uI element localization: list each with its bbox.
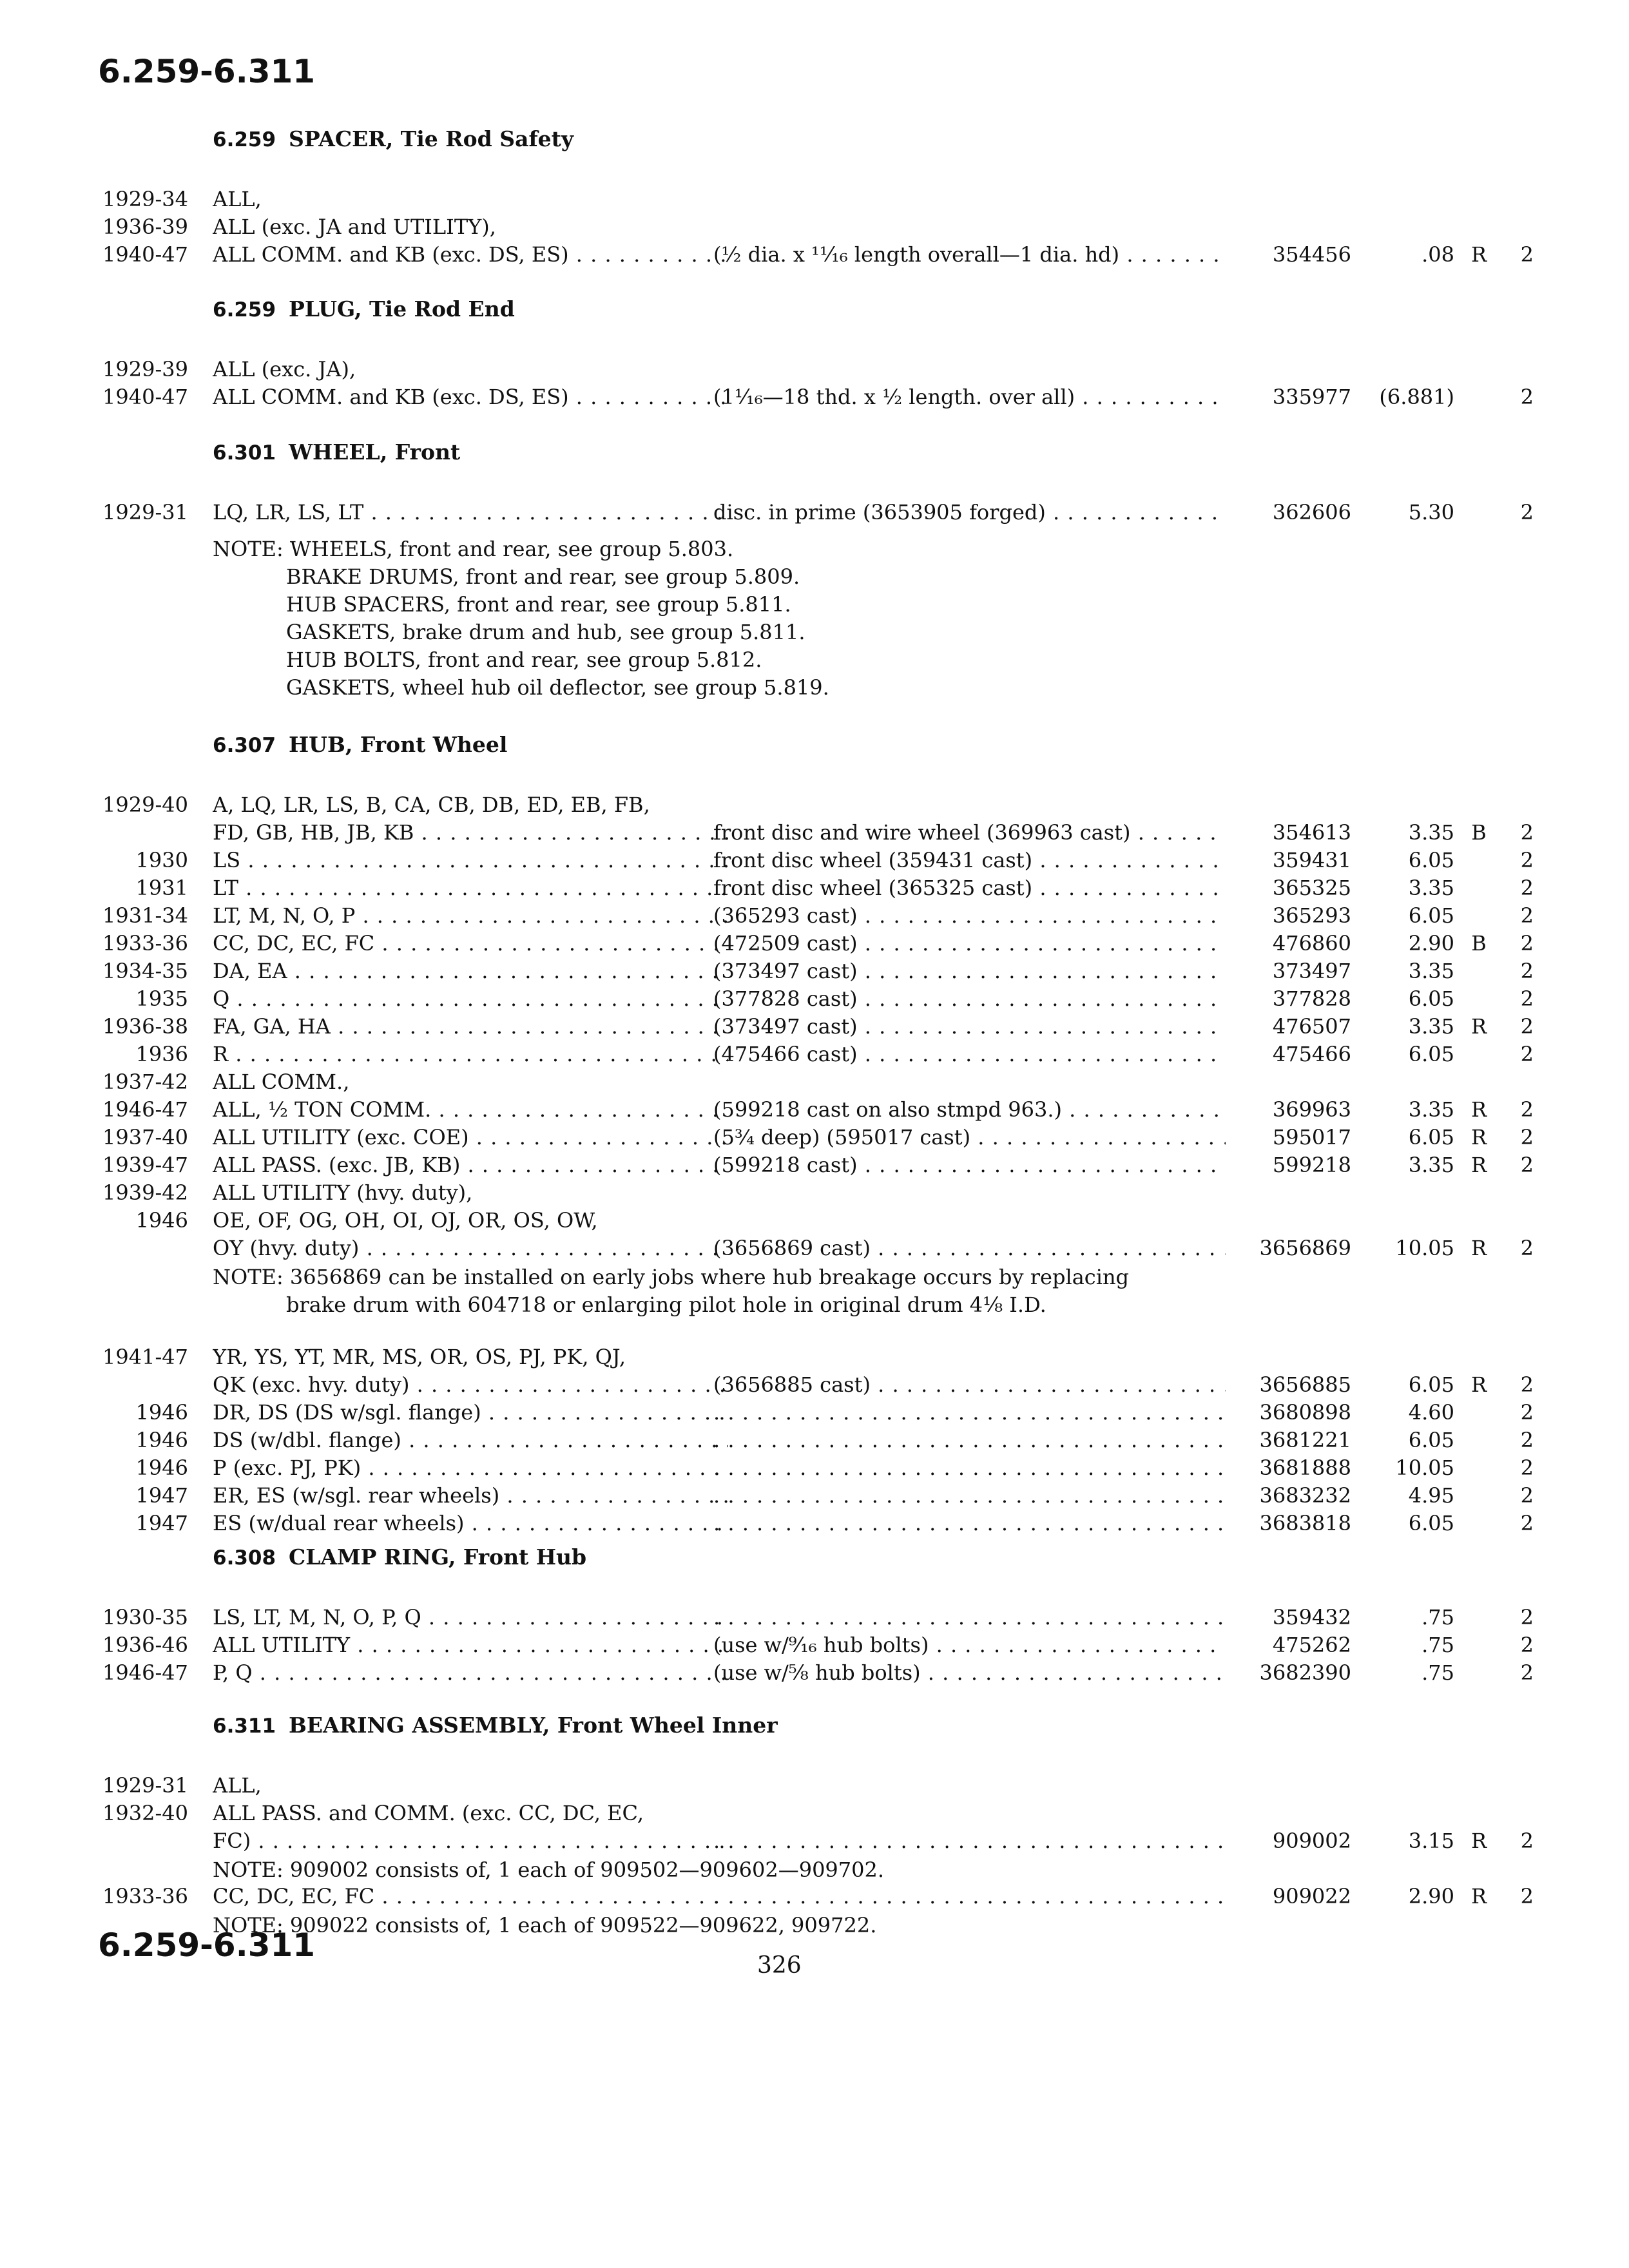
part-number-cell: 362606 bbox=[1272, 500, 1351, 524]
section-number: 6.259 bbox=[213, 128, 276, 151]
quantity-cell: 2 bbox=[1520, 1633, 1534, 1657]
model-cell: DS (w/dbl. flange) . . . bbox=[213, 1428, 728, 1452]
model-cell: LT, M, N, O, P . . . bbox=[213, 903, 728, 928]
code-cell: R bbox=[1470, 1153, 1487, 1177]
note-line: brake drum with 604718 or enlarging pilot hole in original drum 4⅛ I.D. bbox=[286, 1293, 1046, 1317]
quantity-cell: 2 bbox=[1520, 959, 1534, 983]
table-row bbox=[98, 1345, 1541, 1372]
code-cell: R bbox=[1470, 1829, 1487, 1853]
model-cell: ALL PASS. (exc. JB, KB) . . . bbox=[213, 1153, 728, 1177]
price-cell: 4.60 bbox=[1408, 1400, 1454, 1425]
table-row bbox=[98, 1097, 1541, 1125]
part-number-cell: 369963 bbox=[1272, 1097, 1351, 1122]
description-cell bbox=[713, 1483, 1226, 1508]
code-cell: B bbox=[1471, 820, 1487, 845]
price-cell: 3.35 bbox=[1408, 820, 1454, 845]
model-cell: OY (hvy. duty) . . . bbox=[213, 1236, 728, 1260]
code-cell: R bbox=[1470, 1097, 1487, 1122]
model-cell: ALL COMM. and KB (exc. DS, ES) . . . bbox=[213, 242, 728, 267]
price-cell: 3.35 bbox=[1408, 1153, 1454, 1177]
description-cell: front disc wheel (359431 cast) . . . bbox=[713, 848, 1226, 872]
part-number-cell: 475466 bbox=[1272, 1042, 1351, 1066]
price-cell: 3.35 bbox=[1408, 1014, 1454, 1039]
quantity-cell: 2 bbox=[1520, 931, 1534, 956]
description-cell bbox=[713, 1456, 1226, 1480]
section-plug-tie-rod bbox=[98, 296, 1541, 412]
quantity-cell: 2 bbox=[1520, 1483, 1534, 1508]
description-cell: (use w/⅝ hub bolts) . . . bbox=[713, 1660, 1226, 1685]
note-line: GASKETS, brake drum and hub, see group 5.811. bbox=[286, 620, 805, 644]
year-cell: 1930 bbox=[135, 848, 188, 872]
quantity-cell: 2 bbox=[1520, 1456, 1534, 1480]
section-title bbox=[213, 296, 1541, 325]
description-cell: (599218 cast) . . . bbox=[713, 1153, 1226, 1177]
section-number: 6.311 bbox=[213, 1715, 276, 1738]
section-title bbox=[213, 732, 1541, 760]
year-cell: 1935 bbox=[135, 986, 188, 1011]
model-cell: ALL UTILITY . . . bbox=[213, 1633, 728, 1657]
section-name: SPACER, Tie Rod Safety bbox=[289, 126, 574, 151]
code-cell: R bbox=[1470, 1884, 1487, 1908]
part-number-cell: 335977 bbox=[1272, 385, 1351, 409]
description-cell: (599218 cast on also stmpd 963.) . . . bbox=[713, 1097, 1226, 1122]
part-number-cell: 475262 bbox=[1272, 1633, 1351, 1657]
table-row bbox=[98, 903, 1541, 931]
table-row bbox=[98, 1014, 1541, 1042]
table-row bbox=[98, 1042, 1541, 1070]
price-cell: 3.35 bbox=[1408, 876, 1454, 900]
year-cell: 1947 bbox=[135, 1483, 188, 1508]
table-row bbox=[98, 242, 1541, 270]
model-cell: ALL UTILITY (hvy. duty), bbox=[213, 1180, 473, 1205]
quantity-cell: 2 bbox=[1520, 1400, 1534, 1425]
year-cell: 1930-35 bbox=[102, 1605, 188, 1629]
part-number-cell: 365325 bbox=[1272, 876, 1351, 900]
table-row bbox=[98, 820, 1541, 848]
model-cell: FD, GB, HB, JB, KB . . . bbox=[213, 820, 728, 845]
part-number-cell: 373497 bbox=[1272, 959, 1351, 983]
year-cell: 1937-42 bbox=[102, 1070, 188, 1094]
description-cell: front disc and wire wheel (369963 cast) . . . bbox=[713, 820, 1226, 845]
year-cell: 1946 bbox=[135, 1400, 188, 1425]
year-cell: 1936 bbox=[135, 1042, 188, 1066]
model-cell: ALL UTILITY (exc. COE) . . . bbox=[213, 1125, 728, 1149]
description-cell: front disc wheel (365325 cast) . . . bbox=[713, 876, 1226, 900]
description-cell: (373497 cast) . . . bbox=[713, 1014, 1226, 1039]
price-cell: 5.30 bbox=[1408, 500, 1454, 524]
part-number-cell: 476507 bbox=[1272, 1014, 1351, 1039]
section-spacer-tie-rod bbox=[98, 126, 1541, 270]
model-cell: ALL PASS. and COMM. (exc. CC, DC, EC, bbox=[213, 1801, 644, 1825]
model-cell: ALL (exc. JA and UTILITY), bbox=[213, 215, 496, 239]
description-cell bbox=[713, 1605, 1226, 1629]
part-number-cell: 354613 bbox=[1272, 820, 1351, 845]
section-title bbox=[213, 126, 1541, 155]
quantity-cell: 2 bbox=[1520, 1511, 1534, 1535]
model-cell: ALL, bbox=[213, 1773, 262, 1798]
year-cell: 1940-47 bbox=[102, 385, 188, 409]
year-cell: 1939-42 bbox=[102, 1180, 188, 1205]
section-wheel-front bbox=[98, 439, 1541, 702]
note-line: NOTE: 3656869 can be installed on early jobs where hub breakage occurs by replacing bbox=[213, 1265, 1130, 1289]
model-cell: P, Q . . . bbox=[213, 1660, 728, 1685]
model-cell: ALL, bbox=[213, 187, 262, 211]
price-cell: .75 bbox=[1422, 1633, 1454, 1657]
quantity-cell: 2 bbox=[1520, 385, 1534, 409]
table-row bbox=[98, 1801, 1541, 1829]
description-cell: (½ dia. x ¹¹⁄₁₆ length overall—1 dia. hd) . . . bbox=[713, 242, 1226, 267]
price-cell: .75 bbox=[1422, 1660, 1454, 1685]
price-cell: 6.05 bbox=[1408, 848, 1454, 872]
table-row bbox=[98, 848, 1541, 876]
note-block bbox=[213, 535, 1541, 702]
section-name: WHEEL, Front bbox=[289, 439, 461, 465]
table-row bbox=[98, 931, 1541, 959]
table-row bbox=[98, 1884, 1541, 1912]
price-cell: (6.881) bbox=[1379, 385, 1454, 409]
table-row bbox=[98, 1236, 1541, 1264]
table-row bbox=[98, 187, 1541, 215]
quantity-cell: 2 bbox=[1520, 1153, 1534, 1177]
table-row bbox=[98, 1428, 1541, 1456]
table-row bbox=[98, 1660, 1541, 1688]
code-cell: R bbox=[1470, 1125, 1487, 1149]
year-cell: 1933-36 bbox=[102, 1884, 188, 1908]
price-cell: 6.05 bbox=[1408, 1042, 1454, 1066]
quantity-cell: 2 bbox=[1520, 1236, 1534, 1260]
table-row bbox=[98, 1153, 1541, 1180]
year-cell: 1929-39 bbox=[102, 357, 188, 381]
note-line: NOTE: 909002 consists of, 1 each of 909502—909602—909702. bbox=[213, 1858, 885, 1882]
year-cell: 1937-40 bbox=[102, 1125, 188, 1149]
description-cell bbox=[713, 1829, 1226, 1853]
note-line: NOTE: 909022 consists of, 1 each of 909522—909622, 909722. bbox=[213, 1913, 877, 1937]
table-row bbox=[98, 1400, 1541, 1428]
price-cell: .75 bbox=[1422, 1605, 1454, 1629]
table-row bbox=[98, 1456, 1541, 1483]
table-row bbox=[98, 876, 1541, 903]
table-row bbox=[98, 793, 1541, 820]
model-cell: DA, EA . . . bbox=[213, 959, 728, 983]
price-cell: 3.15 bbox=[1408, 1829, 1454, 1853]
price-cell: 4.95 bbox=[1408, 1483, 1454, 1508]
part-number-cell: 354456 bbox=[1272, 242, 1351, 267]
price-cell: 6.05 bbox=[1408, 1125, 1454, 1149]
section-title bbox=[213, 1544, 1541, 1573]
table-row bbox=[98, 500, 1541, 528]
section-title bbox=[213, 1713, 1541, 1741]
year-cell: 1929-31 bbox=[102, 1773, 188, 1798]
section-number: 6.301 bbox=[213, 441, 276, 465]
part-number-cell: 359431 bbox=[1272, 848, 1351, 872]
section-title bbox=[213, 439, 1541, 468]
year-cell: 1931 bbox=[135, 876, 188, 900]
model-cell: FA, GA, HA . . . bbox=[213, 1014, 728, 1039]
model-cell: LQ, LR, LS, LT . . . bbox=[213, 500, 728, 524]
quantity-cell: 2 bbox=[1520, 876, 1534, 900]
description-cell: (1¹⁄₁₆—18 thd. x ½ length. over all) . . . bbox=[713, 385, 1226, 409]
section-name: HUB, Front Wheel bbox=[289, 732, 508, 757]
price-cell: 6.05 bbox=[1408, 1372, 1454, 1397]
model-cell: A, LQ, LR, LS, B, CA, CB, DB, ED, EB, FB, bbox=[213, 793, 650, 817]
description-cell: (472509 cast) . . . bbox=[713, 931, 1226, 956]
quantity-cell: 2 bbox=[1520, 1125, 1534, 1149]
part-number-cell: 3683818 bbox=[1259, 1511, 1351, 1535]
table-row bbox=[98, 1125, 1541, 1153]
description-cell: (use w/⁹⁄₁₆ hub bolts) . . . bbox=[713, 1633, 1226, 1657]
model-cell: ALL, ½ TON COMM. . . . bbox=[213, 1097, 728, 1122]
parts-table bbox=[98, 1884, 1541, 1912]
description-cell: disc. in prime (3653905 forged) . . . bbox=[713, 500, 1226, 524]
model-cell: CC, DC, EC, FC . . . bbox=[213, 1884, 728, 1908]
part-number-cell: 595017 bbox=[1272, 1125, 1351, 1149]
model-cell: R . . . bbox=[213, 1042, 728, 1066]
quantity-cell: 2 bbox=[1520, 1605, 1534, 1629]
part-number-cell: 3680898 bbox=[1259, 1400, 1351, 1425]
year-cell: 1932-40 bbox=[102, 1801, 188, 1825]
note-line: NOTE: WHEELS, front and rear, see group 5.803. bbox=[213, 537, 734, 561]
description-cell bbox=[713, 1428, 1226, 1452]
table-row bbox=[98, 1180, 1541, 1208]
section-number: 6.259 bbox=[213, 298, 276, 322]
table-row bbox=[98, 1070, 1541, 1097]
quantity-cell: 2 bbox=[1520, 903, 1534, 928]
parts-table bbox=[98, 793, 1541, 1264]
year-cell: 1946 bbox=[135, 1208, 188, 1233]
year-cell: 1929-40 bbox=[102, 793, 188, 817]
year-cell: 1936-38 bbox=[102, 1014, 188, 1039]
code-cell: R bbox=[1470, 1372, 1487, 1397]
part-number-cell: 909022 bbox=[1272, 1884, 1351, 1908]
quantity-cell: 2 bbox=[1520, 242, 1534, 267]
parts-table bbox=[98, 187, 1541, 270]
table-row bbox=[98, 1633, 1541, 1660]
parts-table bbox=[98, 1773, 1541, 1856]
table-row bbox=[98, 1773, 1541, 1801]
table-row bbox=[98, 385, 1541, 412]
description-cell: (5¾ deep) (595017 cast) . . . bbox=[713, 1125, 1226, 1149]
code-cell: R bbox=[1470, 1236, 1487, 1260]
model-cell: OE, OF, OG, OH, OI, OJ, OR, OS, OW, bbox=[213, 1208, 598, 1233]
section-name: BEARING ASSEMBLY, Front Wheel Inner bbox=[289, 1713, 778, 1738]
section-clamp-ring bbox=[98, 1544, 1541, 1688]
year-cell: 1946 bbox=[135, 1456, 188, 1480]
model-cell: DR, DS (DS w/sgl. flange) . . . bbox=[213, 1400, 728, 1425]
description-cell: (377828 cast) . . . bbox=[713, 986, 1226, 1011]
part-number-cell: 3656885 bbox=[1259, 1372, 1351, 1397]
model-cell: QK (exc. hvy. duty) . . . bbox=[213, 1372, 728, 1397]
section-number: 6.307 bbox=[213, 734, 276, 757]
parts-table bbox=[98, 1345, 1541, 1539]
model-cell: Q . . . bbox=[213, 986, 728, 1011]
part-number-cell: 3681888 bbox=[1259, 1456, 1351, 1480]
price-cell: 10.05 bbox=[1395, 1456, 1454, 1480]
table-row bbox=[98, 1372, 1541, 1400]
quantity-cell: 2 bbox=[1520, 1884, 1534, 1908]
table-row bbox=[98, 215, 1541, 242]
code-cell: B bbox=[1471, 931, 1487, 956]
part-number-cell: 359432 bbox=[1272, 1605, 1351, 1629]
table-row bbox=[98, 1605, 1541, 1633]
model-cell: ES (w/dual rear wheels) . . . bbox=[213, 1511, 728, 1535]
quantity-cell: 2 bbox=[1520, 1014, 1534, 1039]
price-cell: 3.35 bbox=[1408, 959, 1454, 983]
year-cell: 1936-46 bbox=[102, 1633, 188, 1657]
quantity-cell: 2 bbox=[1520, 1660, 1534, 1685]
year-cell: 1946 bbox=[135, 1428, 188, 1452]
quantity-cell: 2 bbox=[1520, 1042, 1534, 1066]
table-row bbox=[98, 357, 1541, 385]
model-cell: LS, LT, M, N, O, P, Q . . . bbox=[213, 1605, 728, 1629]
description-cell: (3656869 cast) . . . bbox=[713, 1236, 1226, 1260]
section-hub-front-wheel bbox=[98, 732, 1541, 1539]
table-row bbox=[98, 1483, 1541, 1511]
model-cell: YR, YS, YT, MR, MS, OR, OS, PJ, PK, QJ, bbox=[213, 1345, 626, 1369]
part-number-cell: 377828 bbox=[1272, 986, 1351, 1011]
price-cell: 6.05 bbox=[1408, 1511, 1454, 1535]
table-row bbox=[98, 959, 1541, 986]
part-number-cell: 599218 bbox=[1272, 1153, 1351, 1177]
year-cell: 1931-34 bbox=[102, 903, 188, 928]
price-cell: 2.90 bbox=[1408, 931, 1454, 956]
year-cell: 1947 bbox=[135, 1511, 188, 1535]
quantity-cell: 2 bbox=[1520, 1372, 1534, 1397]
quantity-cell: 2 bbox=[1520, 500, 1534, 524]
quantity-cell: 2 bbox=[1520, 1829, 1534, 1853]
model-cell: LT . . . bbox=[213, 876, 728, 900]
price-cell: 6.05 bbox=[1408, 1428, 1454, 1452]
part-number-cell: 3683232 bbox=[1259, 1483, 1351, 1508]
code-cell: R bbox=[1470, 242, 1487, 267]
quantity-cell: 2 bbox=[1520, 820, 1534, 845]
model-cell: ALL COMM., bbox=[213, 1070, 350, 1094]
page-number: 326 bbox=[757, 1952, 802, 1979]
price-cell: 6.05 bbox=[1408, 986, 1454, 1011]
model-cell: CC, DC, EC, FC . . . bbox=[213, 931, 728, 956]
note-line: HUB BOLTS, front and rear, see group 5.812. bbox=[286, 648, 762, 672]
model-cell: FC) . . . bbox=[213, 1829, 728, 1853]
description-cell: (365293 cast) . . . bbox=[713, 903, 1226, 928]
year-cell: 1939-47 bbox=[102, 1153, 188, 1177]
description-cell: (475466 cast) . . . bbox=[713, 1042, 1226, 1066]
quantity-cell: 2 bbox=[1520, 1097, 1534, 1122]
parts-table bbox=[98, 500, 1541, 528]
part-number-cell: 365293 bbox=[1272, 903, 1351, 928]
note-line: HUB SPACERS, front and rear, see group 5.811. bbox=[286, 592, 791, 617]
description-cell: (3656885 cast) . . . bbox=[713, 1372, 1226, 1397]
table-row bbox=[98, 1829, 1541, 1856]
model-cell: ALL COMM. and KB (exc. DS, ES) . . . bbox=[213, 385, 728, 409]
model-cell: P (exc. PJ, PK) . . . bbox=[213, 1456, 728, 1480]
section-name: PLUG, Tie Rod End bbox=[289, 296, 515, 322]
page-footer-range: 6.259-6.311 bbox=[98, 1927, 316, 1964]
price-cell: 3.35 bbox=[1408, 1097, 1454, 1122]
part-number-cell: 476860 bbox=[1272, 931, 1351, 956]
description-cell: (373497 cast) . . . bbox=[713, 959, 1226, 983]
price-cell: 2.90 bbox=[1408, 1884, 1454, 1908]
model-cell: ALL (exc. JA), bbox=[213, 357, 356, 381]
description-cell bbox=[713, 1884, 1226, 1908]
model-cell: ER, ES (w/sgl. rear wheels) . . . bbox=[213, 1483, 728, 1508]
year-cell: 1936-39 bbox=[102, 215, 188, 239]
year-cell: 1933-36 bbox=[102, 931, 188, 956]
year-cell: 1929-34 bbox=[102, 187, 188, 211]
code-cell: R bbox=[1470, 1014, 1487, 1039]
note-line: GASKETS, wheel hub oil deflector, see group 5.819. bbox=[286, 675, 829, 700]
table-row bbox=[98, 1208, 1541, 1236]
year-cell: 1946-47 bbox=[102, 1660, 188, 1685]
year-cell: 1934-35 bbox=[102, 959, 188, 983]
price-cell: .08 bbox=[1422, 242, 1454, 267]
year-cell: 1929-31 bbox=[102, 500, 188, 524]
model-cell: LS . . . bbox=[213, 848, 728, 872]
section-name: CLAMP RING, Front Hub bbox=[289, 1544, 587, 1570]
quantity-cell: 2 bbox=[1520, 848, 1534, 872]
parts-table bbox=[98, 1605, 1541, 1688]
table-row bbox=[98, 1511, 1541, 1539]
part-number-cell: 3656869 bbox=[1259, 1236, 1351, 1260]
year-cell: 1946-47 bbox=[102, 1097, 188, 1122]
page-header-range: 6.259-6.311 bbox=[98, 53, 316, 90]
price-cell: 10.05 bbox=[1395, 1236, 1454, 1260]
quantity-cell: 2 bbox=[1520, 986, 1534, 1011]
year-cell: 1941-47 bbox=[102, 1345, 188, 1369]
description-cell bbox=[713, 1400, 1226, 1425]
note-block bbox=[213, 1264, 1541, 1319]
part-number-cell: 909002 bbox=[1272, 1829, 1351, 1853]
part-number-cell: 3681221 bbox=[1259, 1428, 1351, 1452]
table-row bbox=[98, 986, 1541, 1014]
note-line: BRAKE DRUMS, front and rear, see group 5.809. bbox=[286, 564, 800, 589]
parts-table bbox=[98, 357, 1541, 412]
part-number-cell: 3682390 bbox=[1259, 1660, 1351, 1685]
section-number: 6.308 bbox=[213, 1546, 276, 1570]
year-cell: 1940-47 bbox=[102, 242, 188, 267]
section-bearing-assembly bbox=[98, 1713, 1541, 1939]
description-cell bbox=[713, 1511, 1226, 1535]
quantity-cell: 2 bbox=[1520, 1428, 1534, 1452]
price-cell: 6.05 bbox=[1408, 903, 1454, 928]
